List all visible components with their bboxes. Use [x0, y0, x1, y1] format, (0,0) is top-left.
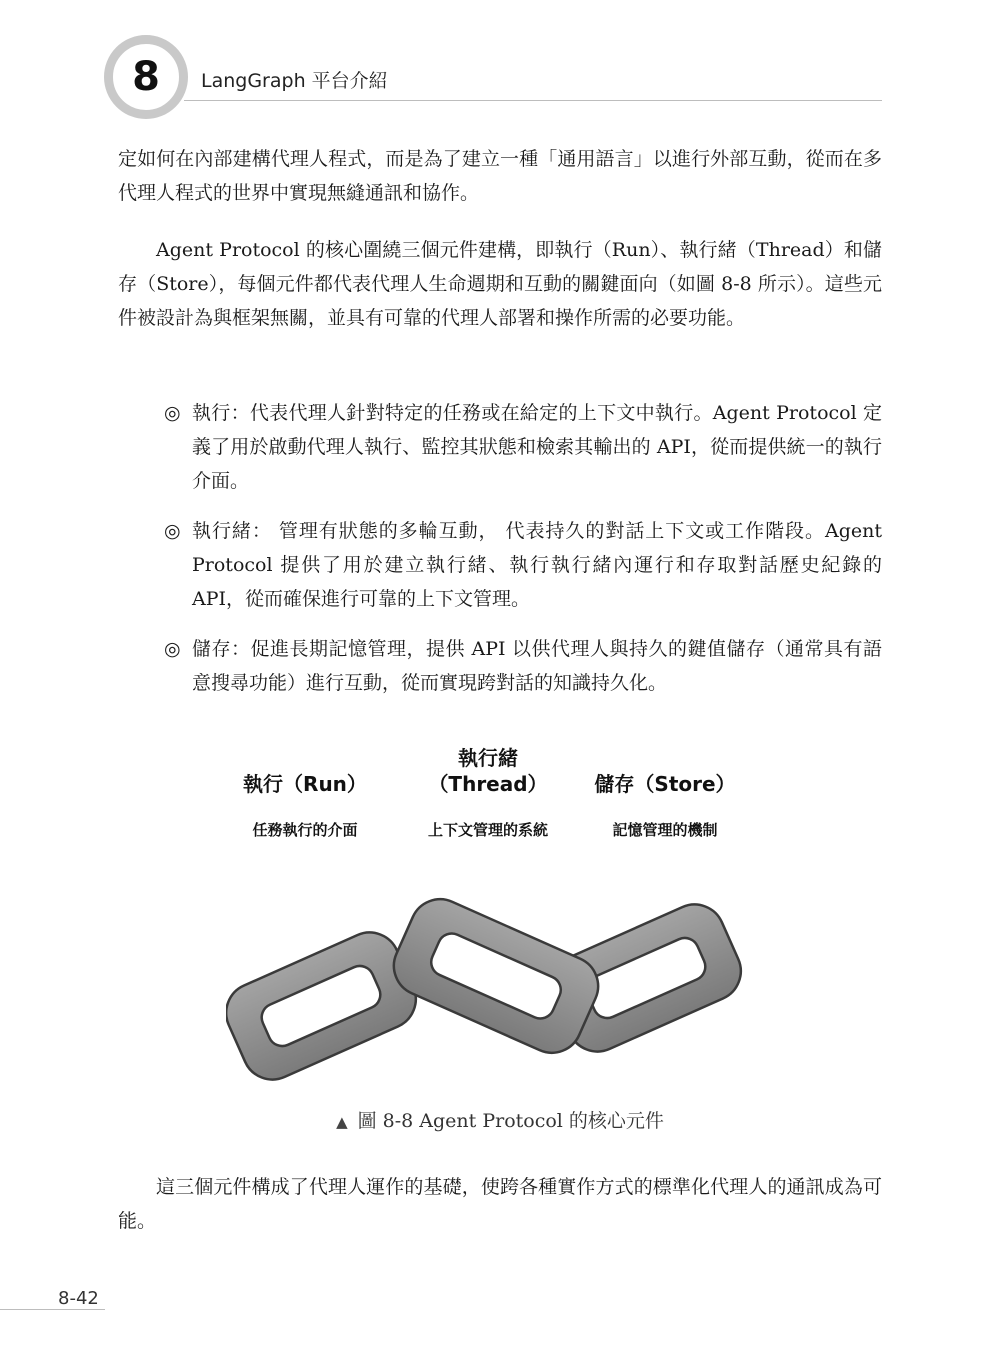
bullet-run: [118, 396, 882, 498]
bullet-marker: ◎: [164, 638, 181, 660]
bullet-marker: ◎: [164, 520, 181, 542]
page-number: 8-42: [58, 1288, 99, 1309]
chapter-number: 8: [132, 54, 160, 100]
diagram-label-run: [230, 771, 380, 840]
diagram-label-title: 執行緒: [458, 746, 518, 770]
bullet-text: 執行：代表代理人針對特定的任務或在給定的上下文中執行。Agent Protocol 定義了用於啟動代理人執行、監控其狀態和檢索其輸出的 API，從而提供統一的執行介面。: [192, 402, 882, 492]
diagram-label-title: 儲存（Store）: [594, 772, 736, 796]
diagram-label-store: [585, 771, 745, 840]
diagram-label-title-line2: （Thread）: [428, 772, 548, 796]
paragraph-intro-continuation: 定如何在內部建構代理人程式，而是為了建立一種「通用語言」以進行外部互動，從而在多代理人程式的世界中實現無縫通訊和協作。: [118, 148, 882, 204]
diagram-label-desc: 記憶管理的機制: [612, 821, 718, 839]
paragraph-conclusion: 這三個元件構成了代理人運作的基礎，使跨各種實作方式的標準化代理人的通訊成為可能。: [118, 1176, 882, 1232]
bullet-text: 儲存：促進長期記憶管理，提供 API 以供代理人與持久的鍵值儲存（通常具有語意搜尋功能）進行互動，從而實現跨對話的知識持久化。: [192, 638, 882, 694]
diagram-label-thread: [408, 745, 568, 840]
diagram-label-desc: 上下文管理的系統: [427, 821, 548, 839]
diagram-label-title: 執行（Run）: [243, 772, 367, 796]
component-bullet-list: [118, 396, 882, 716]
header-divider: [184, 100, 882, 101]
figure-caption: [0, 1106, 1000, 1133]
diagram-label-desc: 任務執行的介面: [252, 821, 358, 839]
bullet-store: [118, 632, 882, 700]
chapter-number-badge: [104, 35, 188, 119]
chapter-title: LangGraph 平台介紹: [201, 70, 388, 92]
footer-divider: [0, 1309, 105, 1310]
paragraph-agent-protocol-core: Agent Protocol 的核心圍繞三個元件建構，即執行（Run）、執行緒（Thread）和儲存（Store），每個元件都代表代理人生命週期和互動的關鍵面向（如圖 8-8 所示）。這些元件被設計為與框架無關，並具有可靠的代理人部署和操作所需的必要功能。: [118, 239, 882, 329]
bullet-text: 執行緒： 管理有狀態的多輪互動， 代表持久的對話上下文或工作階段。Agent Protocol 提供了用於建立執行緒、執行執行緒內運行和存取對話歷史紀錄的 API，從而確保進行可靠的上下文管理。: [192, 520, 882, 610]
chain-link-run: [226, 923, 425, 1089]
chain-link-thread: [384, 890, 607, 1063]
bullet-marker: ◎: [164, 402, 181, 424]
chain-links-illustration: [226, 888, 774, 1092]
caption-text: 圖 8-8 Agent Protocol 的核心元件: [357, 1110, 664, 1132]
caption-triangle-icon: ▲: [336, 1113, 348, 1131]
bullet-thread: [118, 514, 882, 616]
